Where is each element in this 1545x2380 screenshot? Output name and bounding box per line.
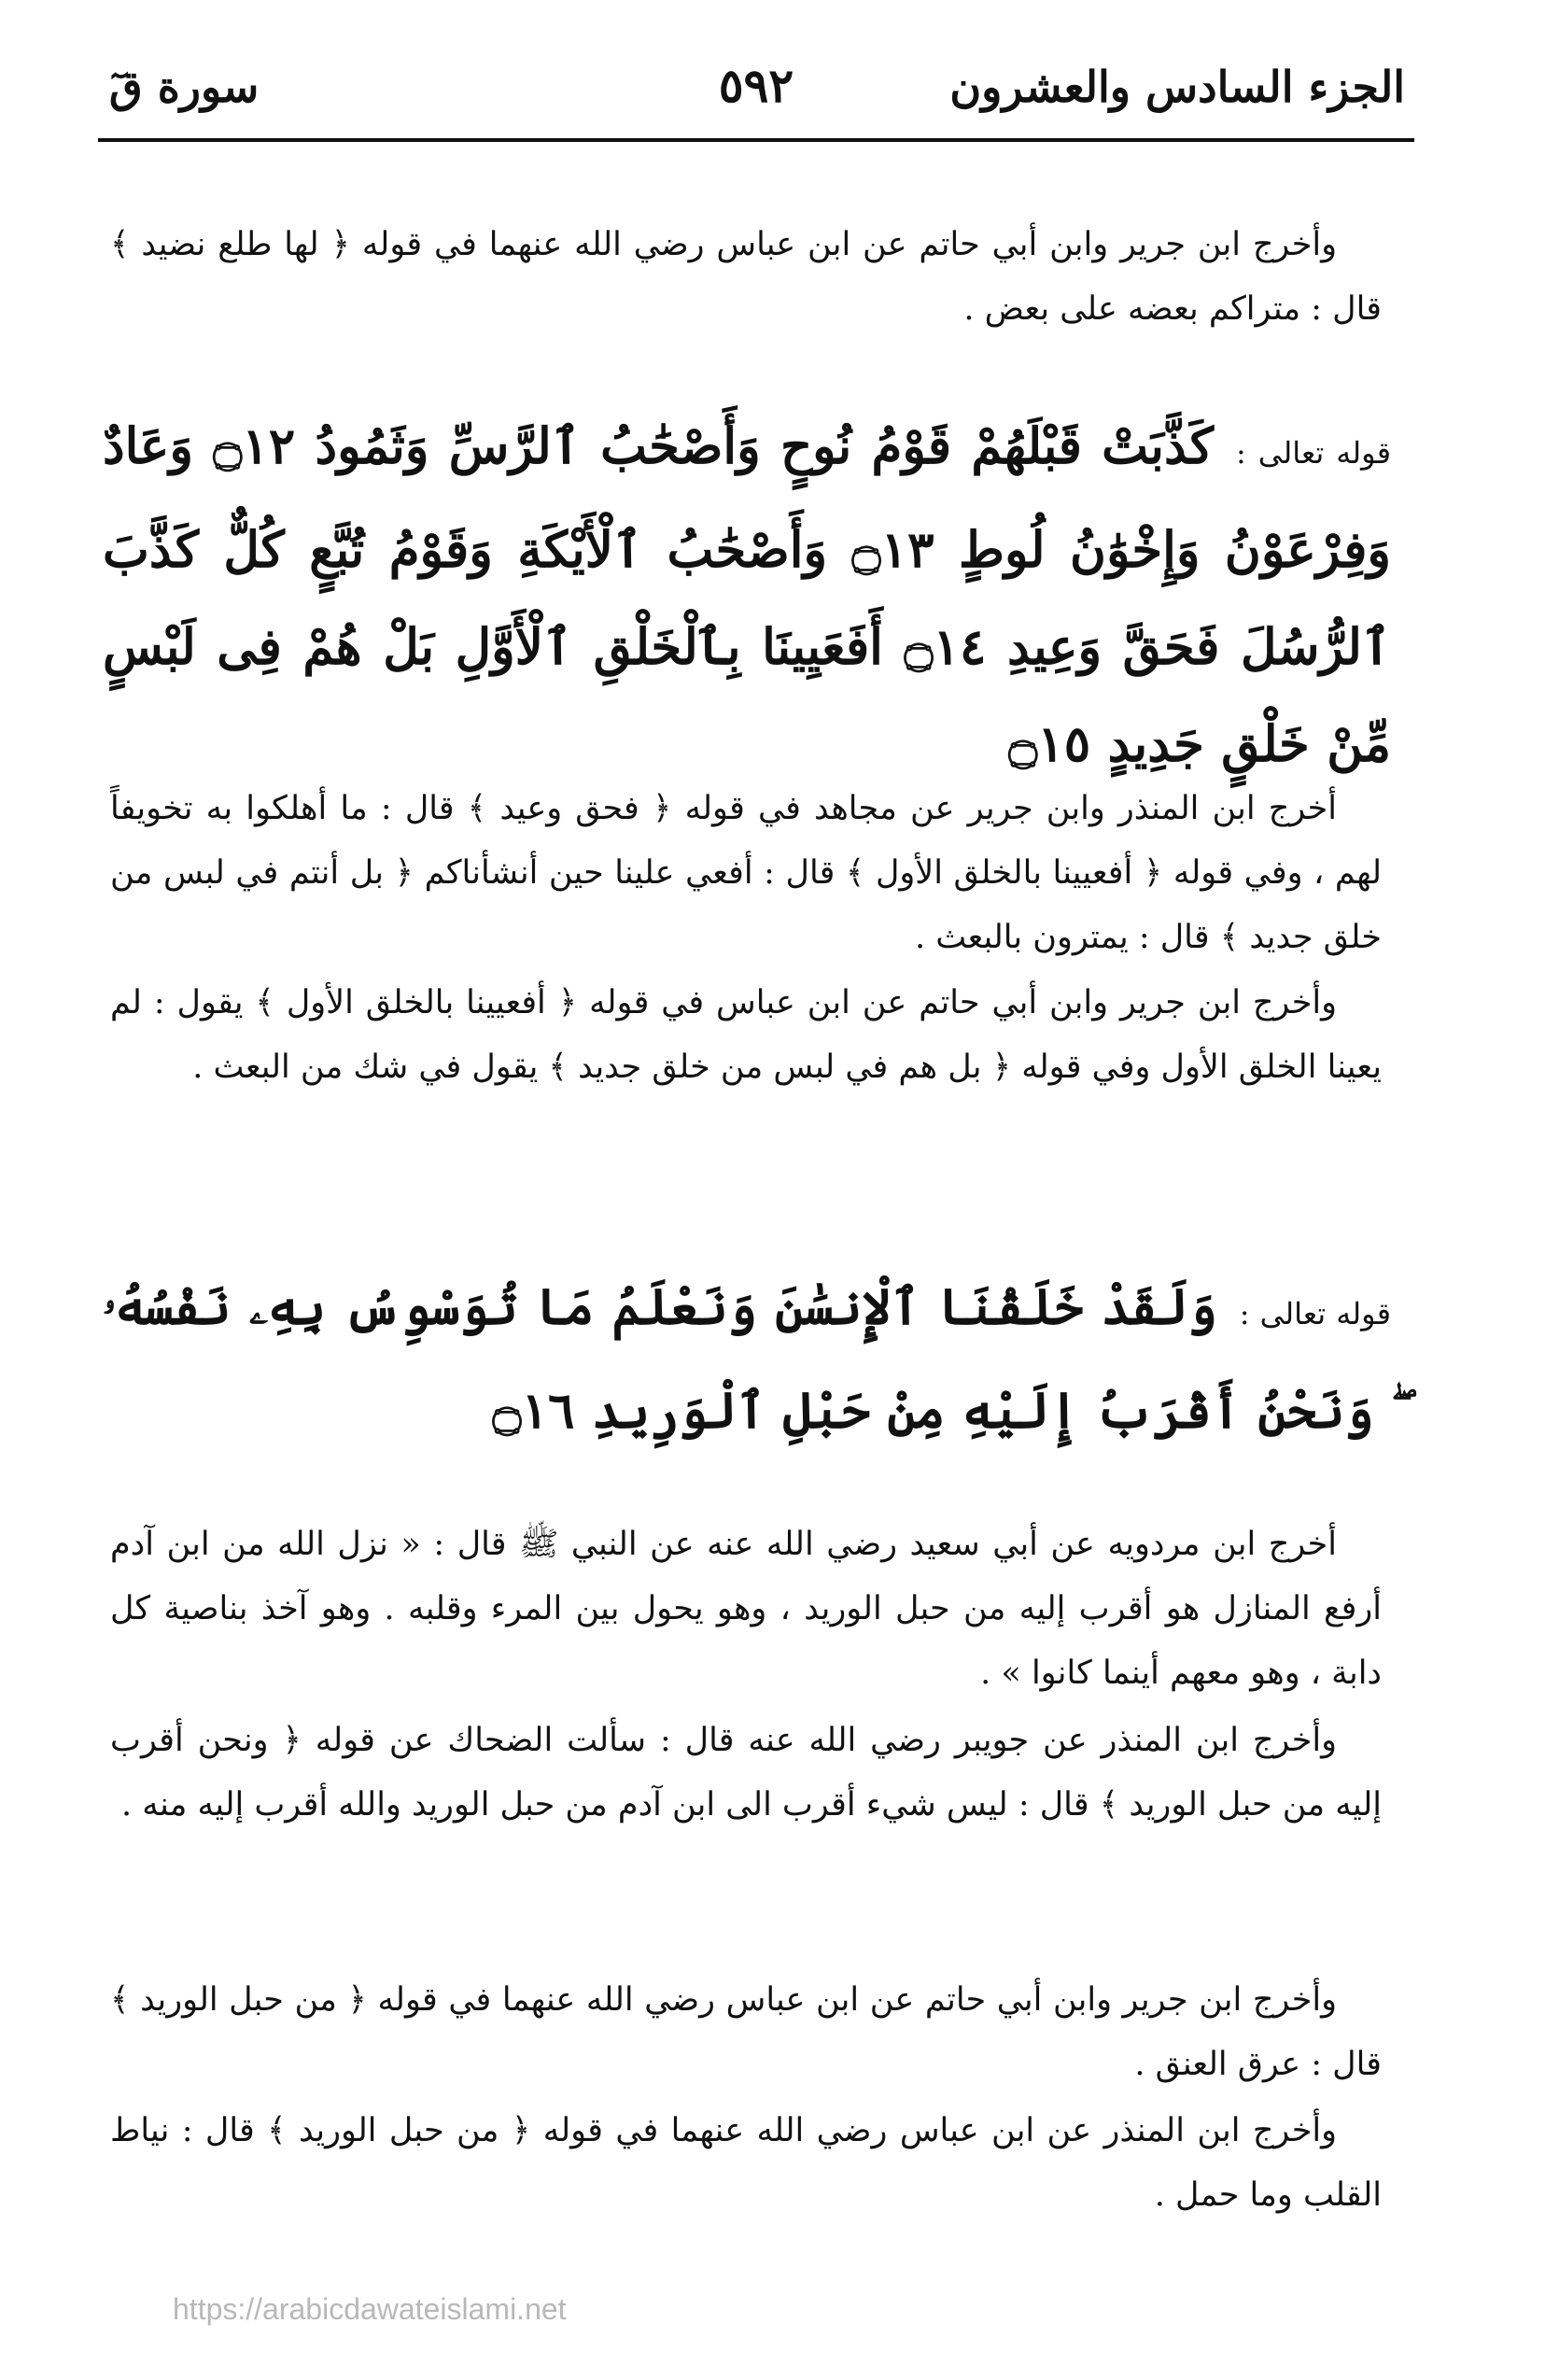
paragraph-4: أخرج ابن مردويه عن أبي سعيد رضي الله عنه عن النبي ﷺ قال : « نزل الله من ابن آدم أرفع المنازل هو أقرب إليه من حبل الوريد ، وهو يحول بين المرء وقلبه . وهو آخذ بناصية كل دابة ، وهو معهم أينما كانوا » . xyxy=(110,1526,1382,1692)
paragraph-5: وأخرج ابن المنذر عن جويبر رضي الله عنه قال : سألت الضحاك عن قوله ﴿ ونحن أقرب إليه من حبل الوريد ﴾ قال : ليس شيء أقرب الى ابن آدم من حبل الوريد والله أقرب إليه منه . xyxy=(110,1722,1382,1824)
paragraph-3: وأخرج ابن جرير وابن أبي حاتم عن ابن عباس في قوله ﴿ أفعيينا بالخلق الأول ﴾ يقول : لم يعينا الخلق الأول وفي قوله ﴿ بل هم في لبس من خلق جديد ﴾ يقول في شك من البعث . xyxy=(110,984,1382,1086)
verse-intro-2: قوله تعالى : xyxy=(1239,1296,1392,1331)
part-title: الجزء السادس والعشرون xyxy=(949,62,1405,112)
quran-verse-block-2 xyxy=(103,1259,1391,1459)
paragraph-2: أخرج ابن المنذر وابن جرير عن مجاهد في قوله ﴿ فحق وعيد ﴾ قال : ما أهلكوا به تخويفاً لهم ، وفي قوله ﴿ أفعيينا بالخلق الأول ﴾ قال : أفعي علينا حين أنشأناكم ﴿ بل أنتم في لبس من خلق جديد ﴾ قال : يمترون بالبعث . xyxy=(110,790,1382,956)
paragraph-6: وأخرج ابن جرير وابن أبي حاتم عن ابن عباس رضي الله عنهما في قوله ﴿ من حبل الوريد ﴾ قال : عرق العنق . xyxy=(110,1981,1382,2083)
page-number: ٥٩٢ xyxy=(718,58,794,113)
verse-intro-1: قوله تعالى : xyxy=(1236,435,1391,471)
watermark-url: https://arabicdawateislami.net xyxy=(173,2292,567,2326)
page-header xyxy=(98,54,1414,142)
paragraph-7: وأخرج ابن المنذر عن ابن عباس رضي الله عنهما في قوله ﴿ من حبل الوريد ﴾ قال : نياط القلب وما حمل . xyxy=(110,2112,1382,2214)
quran-verse-1: كَذَّبَتْ قَبْلَهُمْ قَوْمُ نُوحٍ وَأَصْحَٰبُ ٱلرَّسِّ وَثَمُودُ ۝١٢ وَعَادٌ وَفِرْعَوْنُ وَإِخْوَٰنُ لُوطٍ ۝١٣ وَأَصْحَٰبُ ٱلْأَيْكَةِ وَقَوْمُ تُبَّعٍ كُلٌّ كَذَّبَ ٱلرُّسُلَ فَحَقَّ وَعِيدِ ۝١٤ أَفَعَيِينَا بِٱلْخَلْقِ ٱلْأَوَّلِ بَلْ هُمْ فِى لَبْسٍ مِّنْ خَلْقٍ جَدِيدٍ ۝١٥ xyxy=(103,417,1391,773)
quran-verse-block-1 xyxy=(103,398,1391,793)
surah-title: سورة قٓ xyxy=(109,62,260,112)
paragraph-1: وأخرج ابن جرير وابن أبي حاتم عن ابن عباس رضي الله عنهما في قوله ﴿ لها طلع نضيد ﴾ قال : متراكم بعضه على بعض . xyxy=(110,226,1382,328)
quran-verse-2: وَلَقَدْ خَلَقْنَا ٱلْإِنسَٰنَ وَنَعْلَمُ مَا تُوَسْوِسُ بِهِۦ نَفْسُهُۥ ۖ وَنَحْنُ أَقْرَبُ إِلَيْهِ مِنْ حَبْلِ ٱلْوَرِيدِ ۝١٦ xyxy=(103,1278,1391,1440)
